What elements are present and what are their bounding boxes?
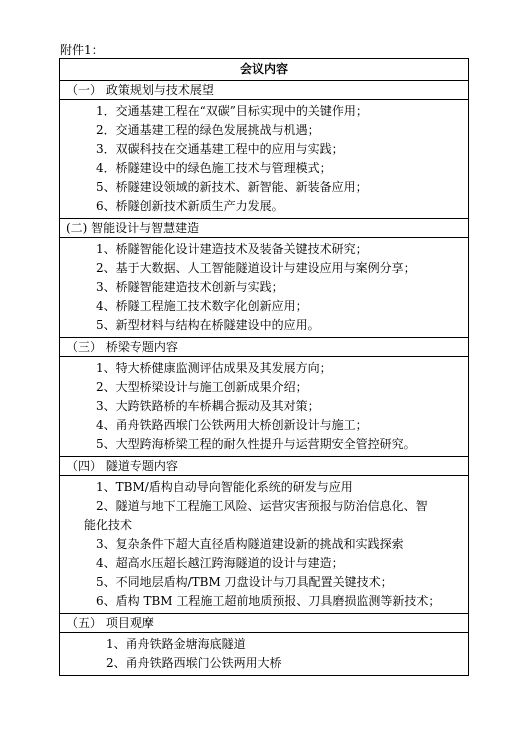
attachment-label: 附件1： <box>60 43 104 57</box>
list-item: 2、大型桥梁设计与施工创新成果介绍； <box>96 380 308 394</box>
list-item: 4．桥隧建设中的绿色施工技术与管理模式； <box>96 161 332 175</box>
list-item: 4、超高水压超长越江跨海隧道的设计与建造； <box>96 556 344 570</box>
list-item: 2、甬舟铁路西堠门公铁两用大桥 <box>106 656 282 670</box>
list-item: 1、甬舟铁路金塘海底隧道 <box>106 637 246 651</box>
list-item: 5、不同地层盾构/TBM 刀盘设计与刀具配置关键技术； <box>96 575 393 589</box>
section-heading-bridge: （三） 桥梁专题内容 <box>60 338 469 357</box>
section-body-smart-design <box>60 238 469 338</box>
section-body-bridge <box>60 357 469 457</box>
section-body-tunnel <box>60 476 469 614</box>
list-item: 4、桥隧工程施工技术数字化创新应用； <box>96 299 308 313</box>
list-item: 5、大型跨海桥梁工程的耐久性提升与运营期安全管控研究。 <box>96 437 416 451</box>
list-item: 1、TBM/盾构自动导向智能化系统的研发与应用 <box>96 480 353 494</box>
list-item: 1、特大桥健康监测评估成果及其发展方向； <box>96 361 332 375</box>
list-item: 3、复杂条件下超大直径盾构隧道建设新的挑战和实践探索 <box>96 537 404 551</box>
section-body-policy <box>60 100 469 219</box>
list-item: 3、桥隧智能建造技术创新与实践； <box>96 280 284 294</box>
list-item: 6、盾构 TBM 工程施工超前地质预报、刀具磨损监测等新技术； <box>96 594 441 608</box>
list-item: 1、桥隧智能化设计建造技术及装备关键技术研究； <box>96 242 368 256</box>
list-item-continuation: 能化技术 <box>84 518 133 532</box>
section-heading-tunnel: （四） 隧道专题内容 <box>60 457 469 476</box>
table-title: 会议内容 <box>60 59 469 81</box>
list-item: 2、隧道与地下工程施工风险、运营灾害预报与防治信息化、智 <box>96 499 428 513</box>
section-heading-smart-design: (二) 智能设计与智慧建造 <box>60 219 469 238</box>
list-item: 3．双碳科技在交通基建工程中的应用与实践； <box>96 142 344 156</box>
list-item: 2．交通基建工程的绿色发展挑战与机遇； <box>96 123 320 137</box>
list-item: 2、基于大数据、人工智能隧道设计与建设应用与案例分享； <box>96 261 416 275</box>
section-body-site-visit <box>60 633 469 676</box>
list-item: 6、桥隧创新技术新质生产力发展。 <box>96 199 284 213</box>
list-item: 3、大跨铁路桥的车桥耦合振动及其对策； <box>96 399 320 413</box>
meeting-content-table <box>59 58 469 676</box>
list-item: 1．交通基建工程在“双碳”目标实现中的关键作用； <box>96 104 368 118</box>
list-item: 5、桥隧建设领域的新技术、新智能、新装备应用； <box>96 180 368 194</box>
section-heading-site-visit: （五） 项目观摩 <box>60 614 469 633</box>
list-item: 5、新型材料与结构在桥隧建设中的应用。 <box>96 318 320 332</box>
section-heading-policy: （一） 政策规划与技术展望 <box>60 81 469 100</box>
list-item: 4、甬舟铁路西堠门公铁两用大桥创新设计与施工； <box>96 418 368 432</box>
